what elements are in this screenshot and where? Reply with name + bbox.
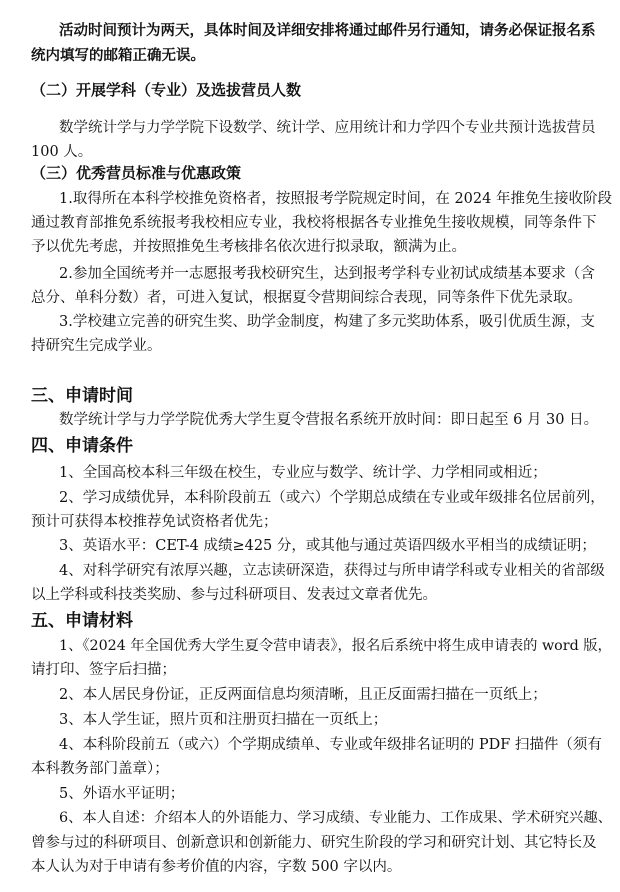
sub3-item1-line-1: 1.取得所在本科学校推免资格者，按照报考学院规定时间，在 2024 年推免生接收阶段 (59, 191, 612, 207)
sec4-item4-line-1: 4、对科学研究有浓厚兴趣，立志读研深造，获得过与所申请学科或专业相关的省部级 (59, 563, 605, 579)
notice-line-1: 活动时间预计为两天，具体时间及详细安排将通过邮件另行通知，请务必保证报名系 (59, 22, 596, 39)
sec4-item4-line-2: 以上学科或科技类奖励、参与过科研项目、发表过文章者优先。 (31, 587, 437, 603)
sec5-item1-line-2: 请打印、签字后扫描； (31, 662, 176, 678)
sub3-item2-line-2: 总分、单科分数）者，可进入复试，根据夏令营期间综合表现，同等条件下优先录取。 (31, 290, 582, 306)
subsection-3-heading: （三）优秀营员标准与优惠政策 (31, 164, 242, 182)
sec4-item3: 3、英语水平：CET-4 成绩≥425 分，或其他与通过英语四级水平相当的成绩证明； (59, 538, 596, 554)
sec4-item2-line-1: 2、学习成绩优异，本科阶段前五（或六）个学期总成绩在专业或年级排名位居前列， (59, 490, 605, 506)
sub2-paragraph-line-1: 数学统计学与力学学院下设数学、统计学、应用统计和力学四个专业共预计选拔营员 (59, 120, 596, 136)
section-4-heading: 四、申请条件 (31, 436, 133, 456)
subsection-2-heading: （二）开展学科（专业）及选拔营员人数 (31, 81, 302, 99)
sub3-item3-line-1: 3.学校建立完善的研究生奖、助学金制度，构建了多元奖助体系，吸引优质生源，支 (59, 314, 595, 330)
section-3-text: 数学统计学与力学学院优秀大学生夏令营报名系统开放时间：即日起至 6 月 30 日。 (59, 412, 599, 428)
sub3-item3-line-2: 持研究生完成学业。 (31, 338, 162, 354)
sec5-item6-line-1: 6、本人自述：介绍本人的外语能力、学习成绩、专业能力、工作成果、学术研究兴趣、 (59, 810, 612, 826)
sec5-item6-line-2: 曾参与过的科研项目、创新意识和创新能力、研究生阶段的学习和研究计划、其它特长及 (31, 835, 597, 851)
sec5-item5: 5、外语水平证明； (59, 786, 185, 802)
sec5-item4-line-2: 本科教务部门盖章）； (31, 761, 169, 777)
sec4-item1: 1、全国高校本科三年级在校生，专业应与数学、统计学、力学相同或相近； (59, 465, 547, 481)
sec5-item2: 2、本人居民身份证，正反两面信息均须清晰，且正反面需扫描在一页纸上； (59, 687, 547, 703)
section-5-heading: 五、申请材料 (31, 611, 133, 631)
sub3-item2-line-1: 2.参加全国统考并一志愿报考我校研究生，达到报考学科专业初试成绩基本要求（含 (59, 266, 595, 282)
section-3-heading: 三、申请时间 (31, 386, 133, 406)
sec5-item3: 3、本人学生证，照片页和注册页扫描在一页纸上； (59, 712, 388, 728)
sec5-item4-line-1: 4、本科阶段前五（或六）个学期成绩单、专业或年级排名证明的 PDF 扫描件（须有 (59, 737, 602, 753)
sec4-item2-line-2: 预计可获得本校推荐免试资格者优先； (31, 514, 278, 530)
sec5-item6-line-3: 本人认为对于申请有参考价值的内容，字数 500 字以内。 (31, 859, 402, 875)
notice-line-2: 统内填写的邮箱正确无误。 (31, 47, 205, 64)
sub2-paragraph-line-2: 100 人。 (31, 144, 93, 160)
sec5-item1-line-1: 1、《2024 年全国优秀大学生夏令营申请表》，报名后系统中将生成申请表的 word 版， (59, 638, 612, 654)
sub3-item1-line-2: 通过教育部推免系统报考我校相应专业，我校将根据各专业推免生接收规模，同等条件下 (31, 215, 597, 231)
sub3-item1-line-3: 予以优先考虑，并按照推免生考核排名依次进行拟录取，额满为止。 (31, 239, 466, 255)
